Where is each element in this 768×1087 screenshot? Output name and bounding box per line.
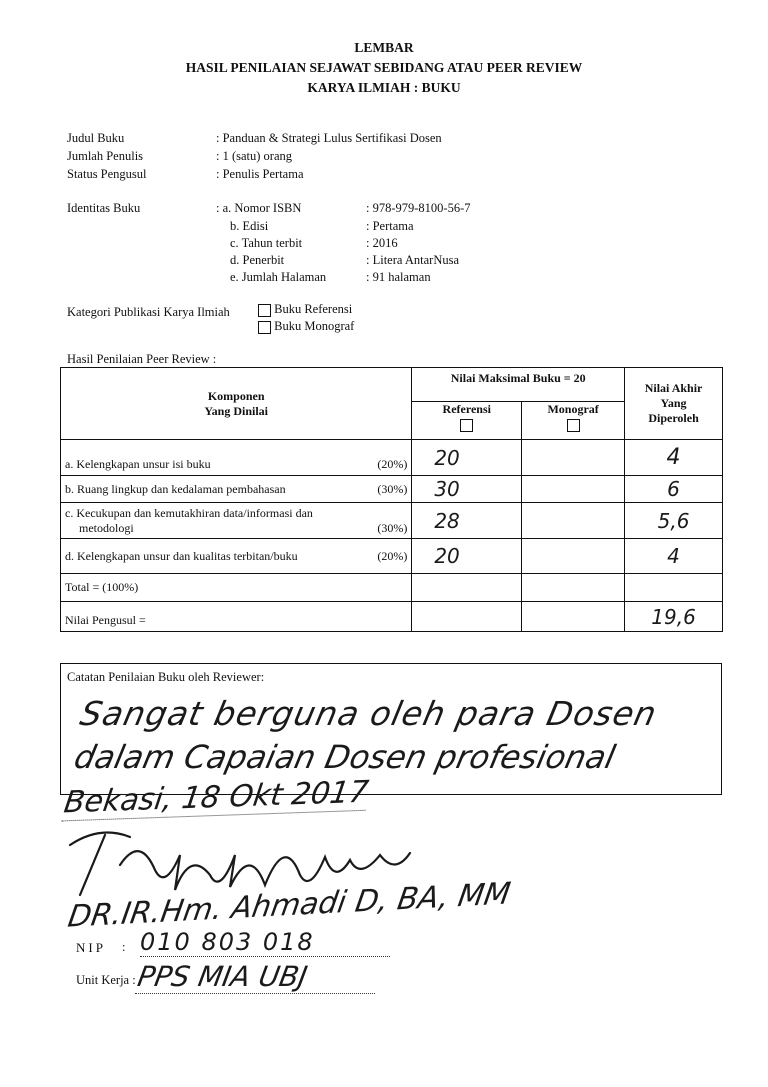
pengusul-value: 19,6 (625, 602, 723, 632)
kategori-option-referensi[interactable] (258, 302, 352, 317)
header-monograf (522, 402, 625, 440)
identitas-value-tahun: : 2016 (366, 236, 398, 250)
nip-colon: : (122, 940, 126, 954)
info-label-judul: Judul Buku (67, 131, 125, 145)
row-d-pct: (20%) (377, 548, 408, 563)
review-table (60, 367, 723, 632)
table-referensi-checkbox[interactable] (460, 419, 473, 432)
header-komponen-line1: Komponen (207, 388, 265, 403)
row-c-ref: 28 (412, 503, 522, 539)
pengusul-ref (412, 602, 522, 632)
identitas-label: Identitas Buku (67, 201, 141, 215)
row-c-akhir: 5,6 (625, 503, 723, 539)
doc-title-line3: KARYA ILMIAH : BUKU (307, 80, 461, 95)
header-monograf-label: Monograf (547, 402, 599, 416)
table-monograf-checkbox[interactable] (567, 419, 580, 432)
row-b-label (61, 476, 412, 503)
row-a-text: a. Kelengkapan unsur isi buku (65, 457, 211, 471)
row-a-ref: 20 (412, 440, 522, 476)
row-d-label (61, 539, 412, 574)
table-row (61, 503, 723, 539)
row-a-akhir: 4 (625, 440, 723, 476)
table-row (61, 539, 723, 574)
row-a-pct: (20%) (377, 457, 408, 471)
row-d-text: d. Kelengkapan unsur dan kualitas terbitan/buku (65, 548, 298, 563)
table-caption: Hasil Penilaian Peer Review : (67, 352, 217, 366)
info-label-status: Status Pengusul (67, 167, 147, 181)
monograf-checkbox[interactable] (258, 321, 271, 334)
row-c-mono (522, 503, 625, 539)
total-label: Total = (100%) (61, 574, 412, 602)
header-nilai-max: Nilai Maksimal Buku = 20 (412, 368, 625, 402)
doc-title-line2: HASIL PENILAIAN SEJAWAT SEBIDANG ATAU PEER REVIEW (185, 60, 583, 75)
row-c-pct: (30%) (377, 520, 408, 535)
catatan-line2: dalam Capaian Dosen profesional (70, 738, 619, 776)
header-komponen-line2: Yang Dinilai (204, 403, 268, 418)
identitas-key-tahun: c. Tahun terbit (230, 236, 303, 250)
row-b-pct: (30%) (377, 481, 408, 496)
referensi-checkbox[interactable] (258, 304, 271, 317)
identitas-value-penerbit: : Litera AntarNusa (366, 253, 460, 267)
identitas-key-isbn: : a. Nomor ISBN (216, 201, 302, 215)
identitas-value-edisi: : Pertama (366, 219, 414, 233)
monograf-label: Buku Monograf (274, 319, 355, 333)
info-value-judul: : Panduan & Strategi Lulus Sertifikasi Dosen (216, 131, 442, 145)
row-b-mono (522, 476, 625, 503)
catatan-label: Catatan Penilaian Buku oleh Reviewer: (67, 670, 265, 684)
header-nilai-akhir-line1: Nilai Akhir (644, 381, 703, 395)
row-b-ref: 30 (412, 476, 522, 503)
kategori-label: Kategori Publikasi Karya Ilmiah (67, 305, 230, 319)
nip-label: NIP (76, 940, 106, 955)
catatan-box (60, 663, 722, 795)
catatan-line1: Sangat berguna oleh para Dosen (76, 694, 661, 733)
header-nilai-akhir-line3: Diperoleh (648, 411, 699, 425)
total-ref (412, 574, 522, 602)
row-d-ref: 20 (412, 539, 522, 574)
row-c-label (61, 503, 412, 539)
kategori-option-monograf[interactable] (258, 319, 354, 334)
nip-value: 010 803 018 (140, 928, 390, 957)
table-row (61, 440, 723, 476)
total-akhir (625, 574, 723, 602)
info-label-jumlah: Jumlah Penulis (67, 149, 144, 163)
identitas-value-isbn: : 978-979-8100-56-7 (366, 201, 471, 215)
row-b-akhir: 6 (625, 476, 723, 503)
identitas-key-penerbit: d. Penerbit (230, 253, 285, 267)
info-value-jumlah: : 1 (satu) orang (216, 149, 293, 163)
pengusul-label: Nilai Pengusul = (61, 602, 412, 632)
row-a-mono (522, 440, 625, 476)
unit-label: Unit Kerja : (76, 973, 136, 987)
header-referensi-label: Referensi (442, 402, 491, 416)
info-value-status: : Penulis Pertama (216, 167, 304, 181)
referensi-label: Buku Referensi (274, 302, 353, 316)
pengusul-mono (522, 602, 625, 632)
doc-title-line1: LEMBAR (354, 40, 414, 55)
total-mono (522, 574, 625, 602)
row-b-text: b. Ruang lingkup dan kedalaman pembahasan (65, 481, 286, 496)
signature-place-date: Bekasi, 18 Okt 2017 (61, 774, 371, 821)
total-row (61, 574, 723, 602)
row-d-akhir: 4 (625, 539, 723, 574)
signature-name: DR.IR.Hm. Ahmadi D, BA, MM (65, 876, 513, 935)
pengusul-row (61, 602, 723, 632)
identitas-key-edisi: b. Edisi (230, 219, 269, 233)
header-nilai-akhir-line2: Yang (660, 396, 687, 410)
identitas-value-halaman: : 91 halaman (366, 270, 431, 284)
header-nilai-akhir (625, 368, 723, 440)
unit-value: PPS MIA UBJ (135, 960, 381, 994)
row-a-label (61, 440, 412, 476)
row-c-text: c. Kecukupan dan kemutakhiran data/informasi dan (65, 505, 313, 520)
table-row (61, 476, 723, 503)
identitas-key-halaman: e. Jumlah Halaman (230, 270, 327, 284)
header-referensi (412, 402, 522, 440)
header-komponen (61, 368, 412, 440)
row-d-mono (522, 539, 625, 574)
row-c-text2: metodologi (79, 520, 134, 535)
